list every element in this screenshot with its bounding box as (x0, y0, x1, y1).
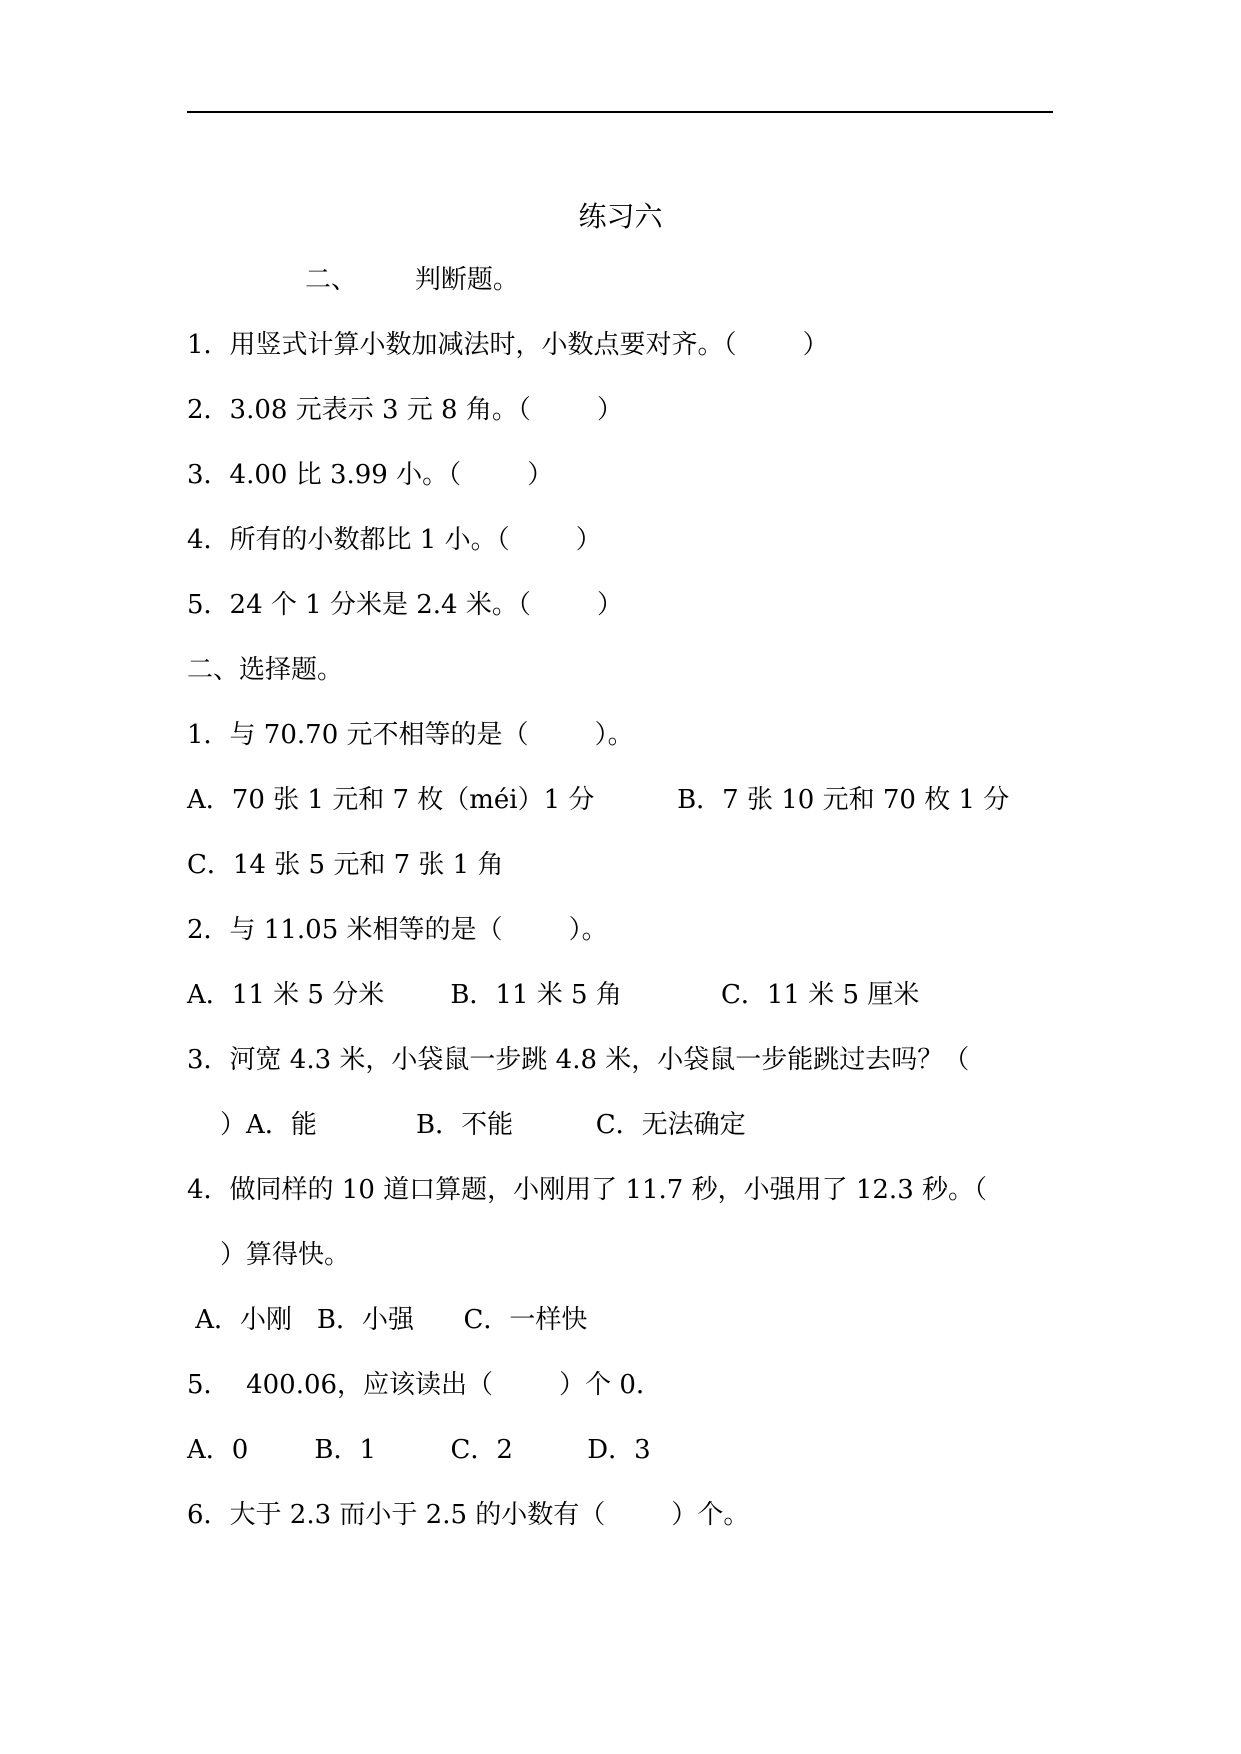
choice-q1-options-a-b: A．70 张 1 元和 7 枚（méi）1 分 B．7 张 10 元和 70 枚 1 分 (187, 785, 1010, 815)
choice-q2-stem: 2．与 11.05 米相等的是（ ）。 (187, 915, 608, 945)
header-rule (187, 111, 1053, 113)
tf-item-1: 1．用竖式计算小数加减法时，小数点要对齐。（ ） (187, 330, 829, 360)
choice-q1-options-c: C．14 张 5 元和 7 张 1 角 (187, 850, 504, 880)
section-heading-true-false: 二、 判断题。 (305, 265, 519, 295)
section-heading-choice: 二、选择题。 (187, 655, 344, 685)
choice-q4-stem: 4．做同样的 10 道口算题，小刚用了 11.7 秒，小强用了 12.3 秒。（ (187, 1175, 987, 1205)
tf-item-4: 4．所有的小数都比 1 小。（ ） (187, 525, 602, 555)
choice-q5-options: A．0 B．1 C．2 D．3 (187, 1435, 651, 1465)
choice-q3-stem: 3．河宽 4.3 米，小袋鼠一步跳 4.8 米，小袋鼠一步能跳过去吗？（ (187, 1045, 970, 1075)
choice-q1-stem: 1．与 70.70 元不相等的是（ ）。 (187, 720, 634, 750)
choice-q4-stem-cont: ）算得快。 (187, 1240, 351, 1270)
choice-q3-options: ）A．能 B．不能 C．无法确定 (187, 1110, 746, 1140)
choice-q2-options: A．11 米 5 分米 B．11 米 5 角 C．11 米 5 厘米 (187, 980, 920, 1010)
choice-q4-options: A．小刚 B．小强 C．一样快 (187, 1305, 588, 1335)
tf-item-3: 3．4.00 比 3.99 小。（ ） (187, 460, 554, 490)
tf-item-5: 5．24 个 1 分米是 2.4 米。（ ） (187, 590, 623, 620)
page-title: 练习六 (578, 200, 663, 233)
choice-q5-stem: 5． 400.06，应该读出（ ）个 0． (187, 1370, 662, 1400)
choice-q6-stem: 6．大于 2.3 而小于 2.5 的小数有（ ）个。 (187, 1500, 750, 1530)
tf-item-2: 2．3.08 元表示 3 元 8 角。（ ） (187, 395, 623, 425)
